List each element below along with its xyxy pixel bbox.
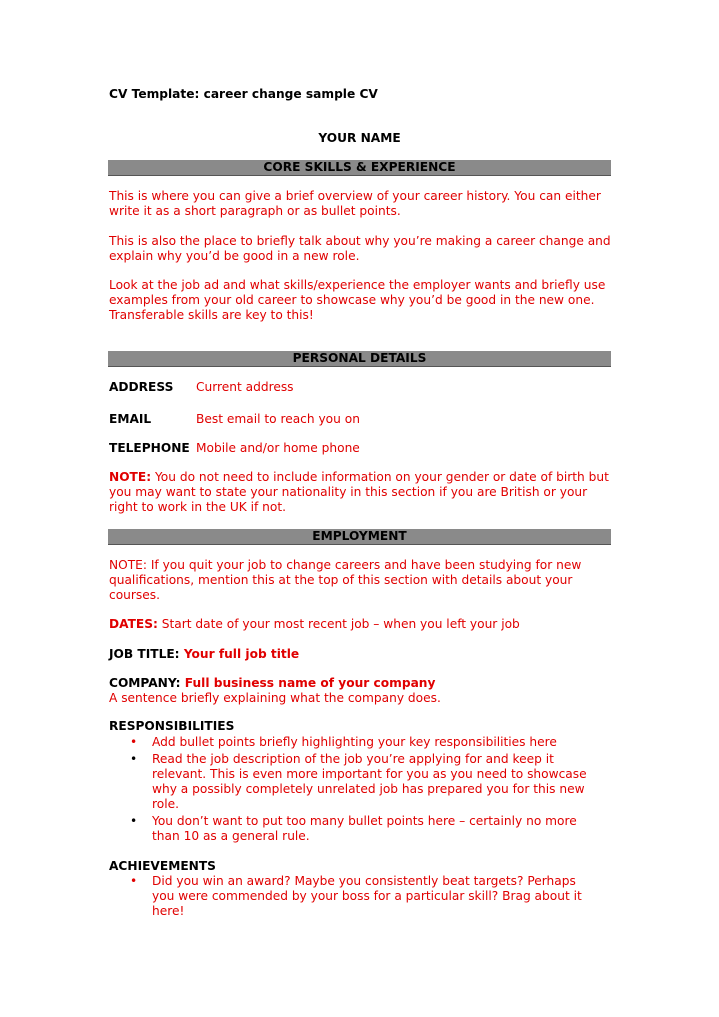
address-label: ADDRESS [109,380,174,394]
dates-label: DATES: [109,617,158,631]
email-label: EMAIL [109,412,152,426]
dates-text: Start date of your most recent job – when you left your job [157,617,520,631]
address-value: Current address [196,380,294,394]
core-paragraph-2: This is also the place to briefly talk about why you’re making a career change and explain why you’d be good in a new role. [109,234,611,263]
core-paragraph-1: This is where you can give a brief overview of your career history. You can either write it as a short paragraph or as bullet points. [109,189,601,218]
email-value: Best email to reach you on [196,412,360,426]
telephone-value: Mobile and/or home phone [196,441,360,455]
document-title: CV Template: career change sample CV [109,87,378,101]
bullet-icon: • [130,752,138,766]
bullet-icon: • [130,735,138,749]
personal-note [109,470,614,515]
section-header-personal-details: PERSONAL DETAILS [108,351,611,367]
section-header-core-skills: CORE SKILLS & EXPERIENCE [108,160,611,176]
achievement-text-1: Did you win an award? Maybe you consistently beat targets? Perhaps you were commended by your boss for a particular skill? Brag about it here! [152,874,582,918]
employment-note: NOTE: If you quit your job to change careers and have been studying for new qualifications, mention this at the top of this section with details about your courses. [109,558,582,602]
bullet-icon: • [130,874,138,888]
dates-line [109,617,614,632]
bullet-icon: • [130,814,138,828]
personal-note-label: NOTE: [109,470,152,484]
core-paragraph-3: Look at the job ad and what skills/experience the employer wants and briefly use examples from your old career to showcase why you’d be good in the new one. Transferable skills are key to this! [109,278,606,322]
job-title-value: Your full job title [183,647,300,661]
responsibility-text-2: Read the job description of the job you’re applying for and keep it relevant. This is even more important for you as you need to showcase why a possibly completely unrelated job has prepared you for this new role. [152,752,587,811]
section-header-employment: EMPLOYMENT [108,529,611,545]
personal-note-text: You do not need to include information on your gender or date of birth but you may want to state your nationality in this section if you are British or your right to work in the UK if not. [109,470,609,514]
company-line [109,676,614,691]
company-label: COMPANY: [109,676,185,690]
telephone-label: TELEPHONE [109,441,190,455]
achievements-heading: ACHIEVEMENTS [109,859,216,873]
job-title-label: JOB TITLE: [109,647,184,661]
job-title-line [109,647,614,662]
responsibility-text-3: You don’t want to put too many bullet points here – certainly no more than 10 as a general rule. [152,814,577,843]
company-value: Full business name of your company [184,676,436,690]
company-description: A sentence briefly explaining what the company does. [109,691,441,705]
responsibilities-heading: RESPONSIBILITIES [109,719,235,733]
your-name-heading: YOUR NAME [318,131,401,145]
responsibility-text-1: Add bullet points briefly highlighting your key responsibilities here [152,735,557,749]
